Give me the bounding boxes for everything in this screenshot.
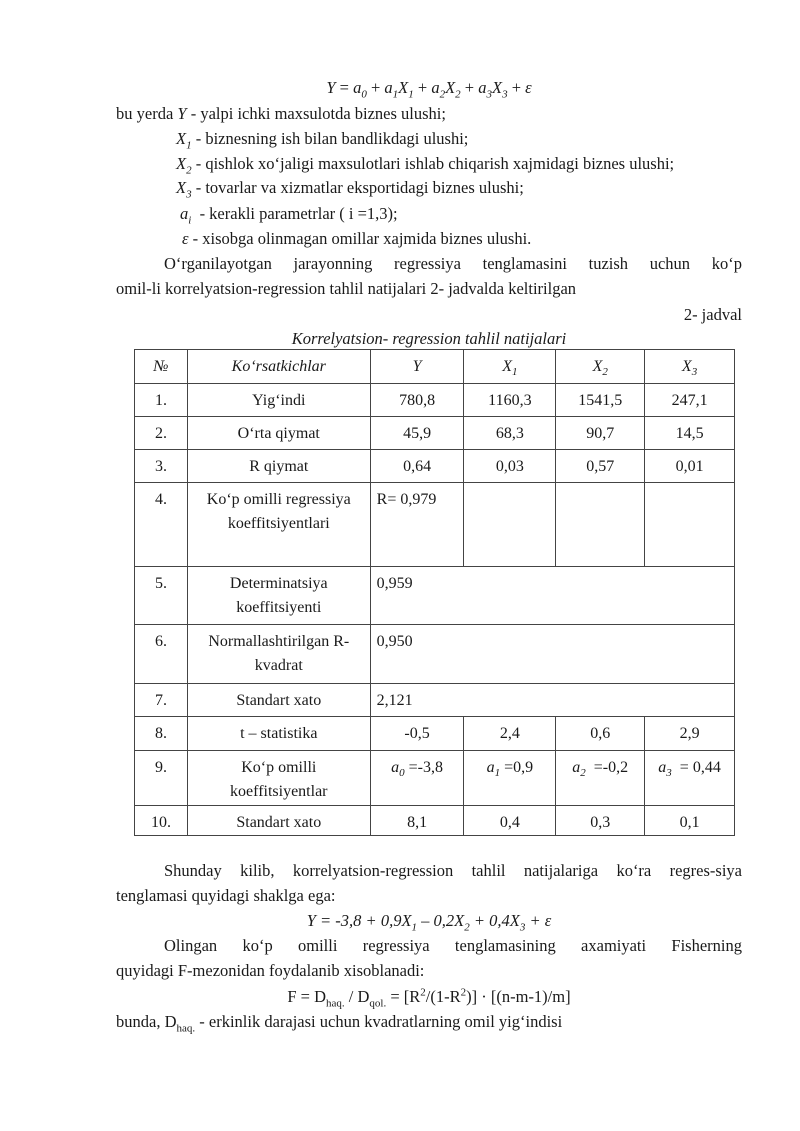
final-line: bunda, $D_{haq.}$ - erkinlik darajasi uchun kvadratlarning omil yig‘indisi: [116, 1012, 563, 1035]
cell-empty: [464, 483, 556, 567]
row-number: 1.: [135, 384, 188, 417]
cell-x3: 2,9: [645, 717, 735, 751]
cell-y: 0,64: [370, 450, 464, 483]
row-number: 3.: [135, 450, 188, 483]
row-indicator: Ko‘p omilli regressiya koeffitsiyentlari: [187, 483, 370, 567]
table-row: [135, 417, 735, 450]
row-number: 2.: [135, 417, 188, 450]
row-indicator: Ko‘p omilli koeffitsiyentlar: [187, 751, 370, 806]
cell-x3: 14,5: [645, 417, 735, 450]
row-indicator: Normallashtirilgan R-kvadrat: [187, 625, 370, 684]
cell-empty: [645, 483, 735, 567]
definition-x3: $X_3$ - tovarlar va xizmatlar eksportidagi biznes ulushi;: [176, 178, 524, 201]
cell-x1: 0,4: [464, 806, 556, 836]
cell-value: 0,950: [370, 625, 734, 684]
row-indicator: Determinatsiya koeffitsiyenti: [187, 567, 370, 625]
table-row: [135, 684, 735, 717]
paragraph-1-line-1: O‘rganilayotgan jarayonning regressiya tenglamasini tuzish uchun ko‘p: [164, 254, 742, 273]
definition-x2: $X_2$ - qishlok xo‘jaligi maxsulotlari ishlab chiqarish xajmidagi biznes ulushi;: [176, 154, 675, 177]
table-title: Korrelyatsion- regression tahlil natijalari: [291, 329, 567, 348]
row-indicator: R qiymat: [187, 450, 370, 483]
cell-x2: 1541,5: [556, 384, 645, 417]
result-formula: $Y = -3,8 + 0,9X_1 - 0,2X_2 + 0,4X_3 + \varepsilon$: [306, 911, 552, 934]
row-indicator: O‘rta qiymat: [187, 417, 370, 450]
cell-x2: 0,57: [556, 450, 645, 483]
paragraph-2-line-1: Shunday kilib, korrelyatsion-regression tahlil natijalariga ko‘ra regres-siya: [164, 861, 742, 880]
header-x2: $X_2$: [556, 350, 645, 384]
definition-ai: $a_i$ - kerakli parametrlar ( i =1,3);: [180, 204, 398, 227]
cell-coef-a1: $a_1 =0,9$: [464, 751, 556, 806]
paragraph-3-line-2: quyidagi F-mezonidan foydalanib xisoblanadi:: [116, 961, 425, 980]
cell-coef-a3: $a_3 = 0,44$: [645, 751, 735, 806]
cell-x2: 90,7: [556, 417, 645, 450]
cell-x1: 0,03: [464, 450, 556, 483]
table-header-row: [135, 350, 735, 384]
table-row: [135, 450, 735, 483]
table-row: [135, 751, 735, 806]
table-row: [135, 384, 735, 417]
cell-value: 0,959: [370, 567, 734, 625]
paragraph-3-line-1: Olingan ko‘p omilli regressiya tenglamasining axamiyati Fisherning: [164, 936, 742, 955]
header-indicators: Ko‘rsatkichlar: [187, 350, 370, 384]
header-y: Y: [370, 350, 464, 384]
cell-x1: 68,3: [464, 417, 556, 450]
cell-x3: 0,01: [645, 450, 735, 483]
table-row: [135, 567, 735, 625]
header-x3: $X_3$: [645, 350, 735, 384]
row-number: 5.: [135, 567, 188, 625]
table-label: 2- jadval: [683, 305, 742, 324]
cell-y: 45,9: [370, 417, 464, 450]
header-x1: $X_1$: [464, 350, 556, 384]
row-number: 6.: [135, 625, 188, 684]
table-row: [135, 483, 735, 567]
table-row: [135, 717, 735, 751]
results-table: [134, 349, 735, 836]
row-indicator: t – statistika: [187, 717, 370, 751]
cell-coef-a0: $a_0 =-3,8$: [370, 751, 464, 806]
cell-y: 8,1: [370, 806, 464, 836]
cell-x3: 0,1: [645, 806, 735, 836]
cell-y: 780,8: [370, 384, 464, 417]
cell-x2: 0,3: [556, 806, 645, 836]
cell-value: R= 0,979: [370, 483, 464, 567]
cell-empty: [556, 483, 645, 567]
fisher-formula: $F = D_{haq.} / D_{qol.} = [R^2/(1-R^2)] \cdot [(n-m-1)/m]$: [287, 986, 571, 1010]
cell-x1: 1160,3: [464, 384, 556, 417]
row-indicator: Standart xato: [187, 684, 370, 717]
table-row: [135, 625, 735, 684]
row-number: 4.: [135, 483, 188, 567]
table-row: [135, 806, 735, 836]
definition-x1: $X_1$ - biznesning ish bilan bandlikdagi ulushi;: [176, 129, 469, 152]
row-number: 9.: [135, 751, 188, 806]
header-number: №: [135, 350, 188, 384]
cell-x1: 2,4: [464, 717, 556, 751]
definition-epsilon: ε - xisobga olinmagan omillar xajmida biznes ulushi.: [182, 229, 532, 248]
paragraph-1-line-2: omil-li korrelyatsion-regression tahlil natijalari 2- jadvalda keltirilgan: [116, 279, 577, 298]
paragraph-2-line-2: tenglamasi quyidagi shaklga ega:: [116, 886, 336, 905]
row-indicator: Standart xato: [187, 806, 370, 836]
row-number: 7.: [135, 684, 188, 717]
cell-x3: 247,1: [645, 384, 735, 417]
regression-formula: $Y = a_0 + a_1X_1 + a_2X_2 + a_3X_3 + \varepsilon$: [326, 78, 532, 101]
cell-y: -0,5: [370, 717, 464, 751]
definition-intro: bu yerda Y - yalpi ichki maxsulotda biznes ulushi;: [116, 104, 446, 123]
row-indicator: Yig‘indi: [187, 384, 370, 417]
cell-coef-a2: $a_2 =-0,2$: [556, 751, 645, 806]
row-number: 10.: [135, 806, 188, 836]
cell-x2: 0,6: [556, 717, 645, 751]
row-number: 8.: [135, 717, 188, 751]
cell-value: 2,121: [370, 684, 734, 717]
